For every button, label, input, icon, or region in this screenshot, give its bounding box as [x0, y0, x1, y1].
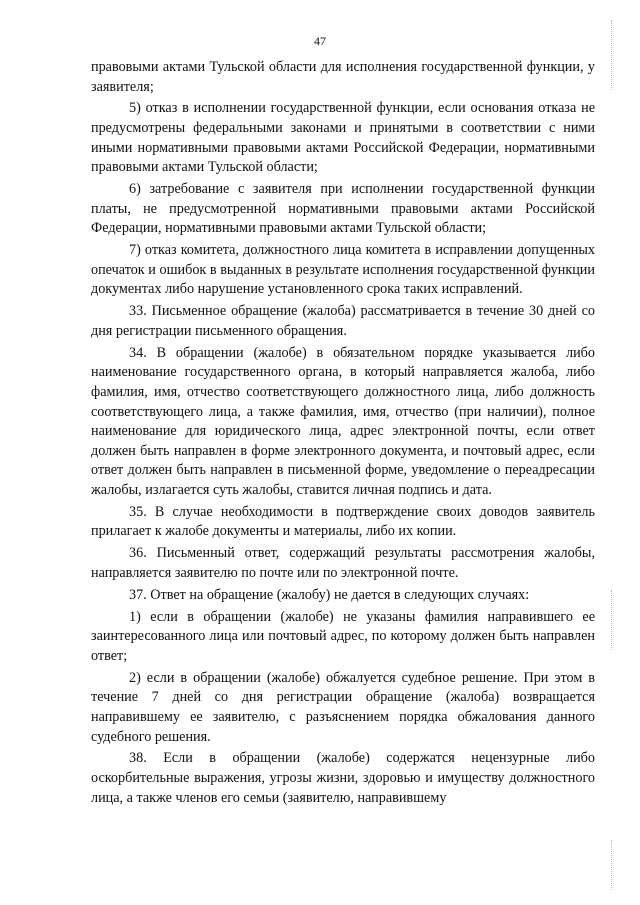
- paragraph-continuation: правовыми актами Тульской области для исполнения государственной функции, у заявителя;: [91, 59, 595, 95]
- list-item-5: 5) отказ в исполнении государственной функции, если основания отказа не предусмотрены федеральными законами и принятыми в соответствии с ними иными нормативными правовыми актами Российской Федерации, нормативными правовыми актами Тульской области;: [91, 100, 595, 176]
- page-number: 47: [314, 34, 326, 48]
- clause-34: 34. В обращении (жалобе) в обязательном порядке указывается либо наименование государственного органа, в который направляется жалоба, либо фамилия, имя, отчество соответствующего должностного лица, либо должность соответствующего лица, а также фамилия, имя, отчество (при наличии), полное наименование для юридического лица, адрес электронной почты, если ответ должен быть направлен в форме электронного документа, и почтовый адрес, если ответ должен быть направлен в письменной форме, уведомление о переадресации жалобы, излагается суть жалобы, ставится личная подпись и дата.: [91, 344, 595, 498]
- document-body: [91, 58, 595, 811]
- clause-36: 36. Письменный ответ, содержащий результаты рассмотрения жалобы, направляется заявителю по почте или по электронной почте.: [91, 545, 595, 581]
- clause-33: 33. Письменное обращение (жалоба) рассматривается в течение 30 дней со дня регистрации письменного обращения.: [91, 303, 595, 339]
- clause-37-item-2: 2) если в обращении (жалобе) обжалуется судебное решение. При этом в течение 7 дней со дня регистрации обращение (жалоба) возвращается направившему ее заявителю, с разъяснением порядка обжалования данного судебного решения.: [91, 669, 595, 745]
- clause-35: 35. В случае необходимости в подтверждение своих доводов заявитель прилагает к жалобе документы и материалы, либо их копии.: [91, 503, 595, 540]
- clause-37: 37. Ответ на обращение (жалобу) не дается в следующих случаях:: [129, 586, 530, 603]
- scan-margin-mark: [611, 840, 612, 890]
- scan-margin-mark: [611, 590, 612, 650]
- list-item-7: 7) отказ комитета, должностного лица комитета в исправлении допущенных опечаток и ошибок в выданных в результате исполнения государственной функции документах либо нарушение установленного срока таких исправлений.: [91, 242, 595, 298]
- scan-margin-mark: [611, 20, 612, 90]
- clause-38: 38. Если в обращении (жалобе) содержатся нецензурные либо оскорбительные выражения, угрозы жизни, здоровью и имуществу должностного лица, а также членов его семьи (заявителю, направившему: [91, 750, 595, 806]
- list-item-6: 6) затребование с заявителя при исполнении государственной функции платы, не предусмотренной нормативными правовыми актами Российской Федерации, нормативными правовыми актами Тульской области;: [91, 181, 595, 237]
- clause-37-item-1: 1) если в обращении (жалобе) не указаны фамилия направившего ее заинтересованного лица или почтовый адрес, по которому должен быть направлен ответ;: [91, 608, 595, 664]
